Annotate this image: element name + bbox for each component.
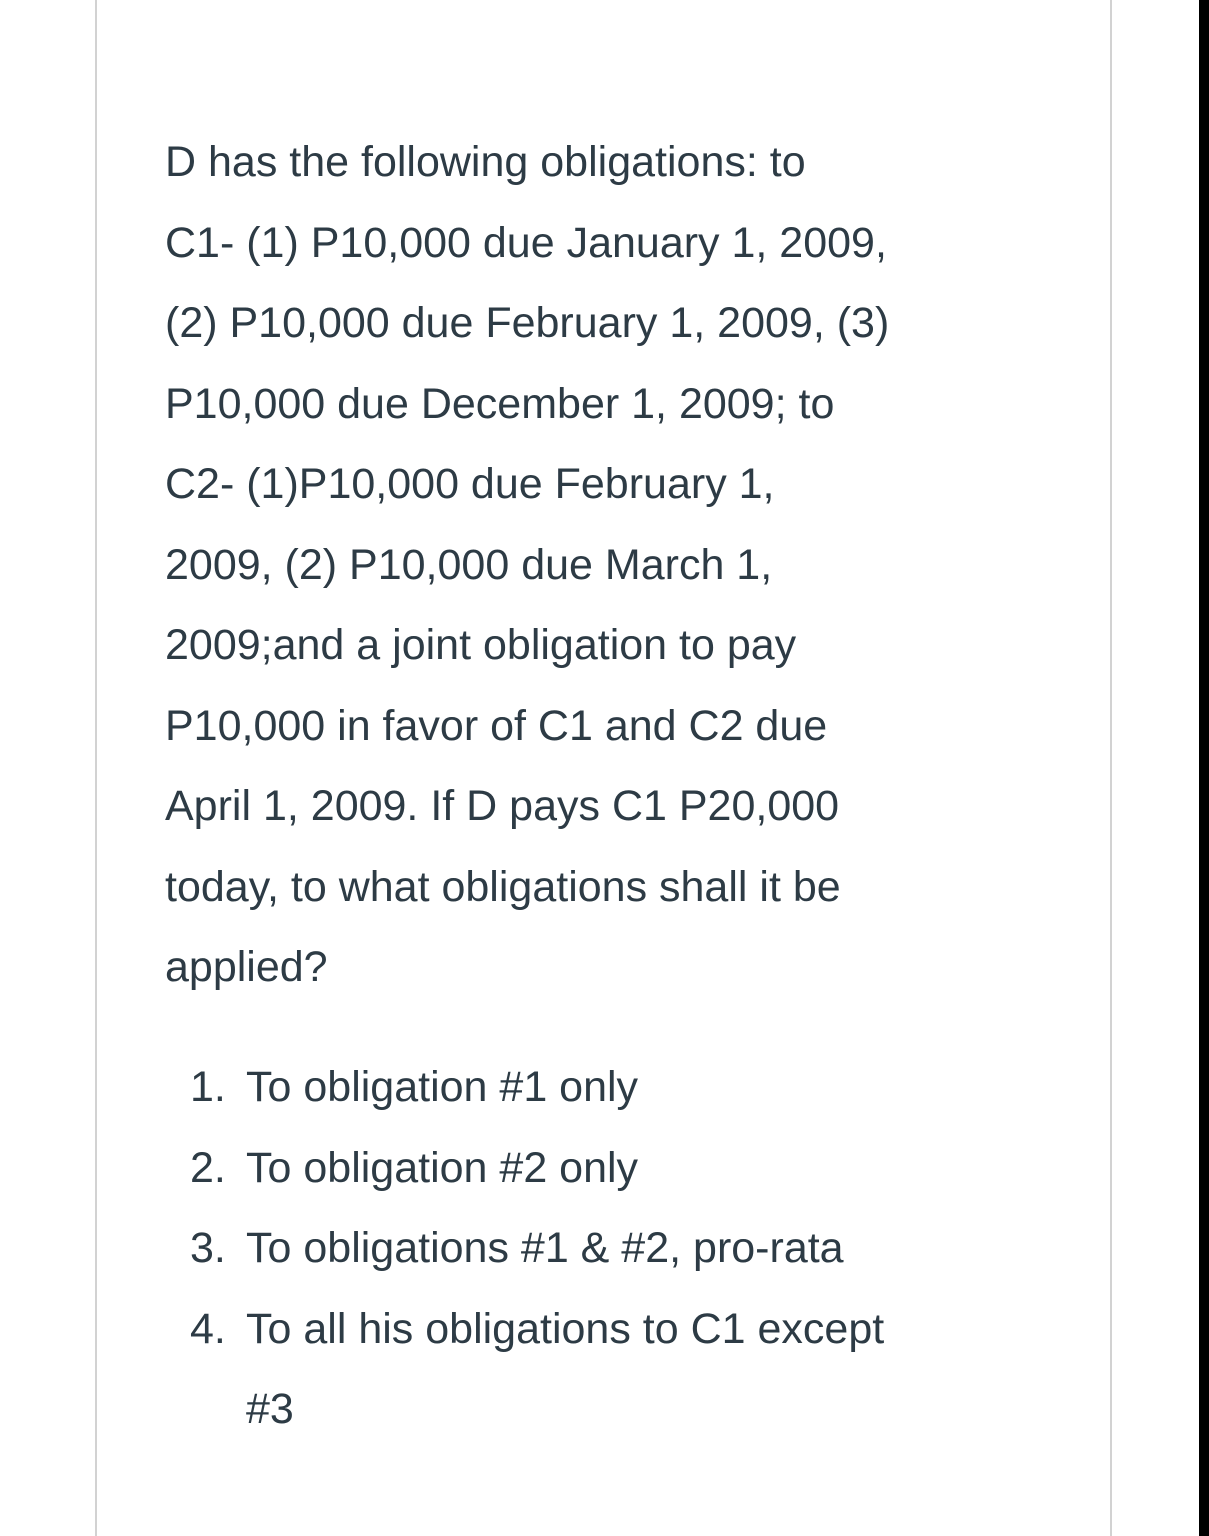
option-number: 3. [190, 1224, 226, 1272]
option-text [246, 1208, 1076, 1289]
question-line: applied? [165, 943, 328, 991]
option-text [246, 1047, 1076, 1128]
content-right-border [1110, 0, 1112, 1536]
option-line: To all his obligations to C1 except [246, 1304, 885, 1353]
option-line: To obligation #2 only [246, 1143, 639, 1192]
option-text [246, 1289, 1076, 1450]
answer-option-4[interactable] [190, 1289, 1090, 1450]
question-line: today, to what obligations shall it be [165, 862, 841, 911]
option-line: #3 [246, 1385, 294, 1433]
window-right-edge [1199, 0, 1209, 1536]
option-number: 4. [190, 1304, 226, 1353]
question-line: P10,000 due December 1, 2009; to [165, 379, 835, 428]
question-line: (2) P10,000 due February 1, 2009, (3) [165, 299, 890, 347]
content-left-border [95, 0, 97, 1536]
option-number: 1. [190, 1063, 226, 1111]
answer-option-1[interactable] [190, 1047, 1090, 1128]
question-line: C1- (1) P10,000 due January 1, 2009, [165, 218, 887, 267]
question-line: 2009;and a joint obligation to pay [165, 621, 797, 669]
question-line: C2- (1)P10,000 due February 1, [165, 460, 775, 508]
answer-option-2[interactable] [190, 1128, 1090, 1209]
question-line: D has the following obligations: to [165, 138, 806, 186]
answer-option-3[interactable] [190, 1208, 1090, 1289]
question-line: April 1, 2009. If D pays C1 P20,000 [165, 782, 840, 830]
question-text [165, 122, 1065, 1008]
option-number: 2. [190, 1143, 226, 1192]
answer-options-list [190, 1047, 1090, 1450]
question-line: P10,000 in favor of C1 and C2 due [165, 701, 828, 750]
option-line: To obligations #1 & #2, pro-rata [246, 1224, 844, 1272]
question-line: 2009, (2) P10,000 due March 1, [165, 540, 773, 589]
option-line: To obligation #1 only [246, 1063, 639, 1111]
option-text [246, 1128, 1076, 1209]
